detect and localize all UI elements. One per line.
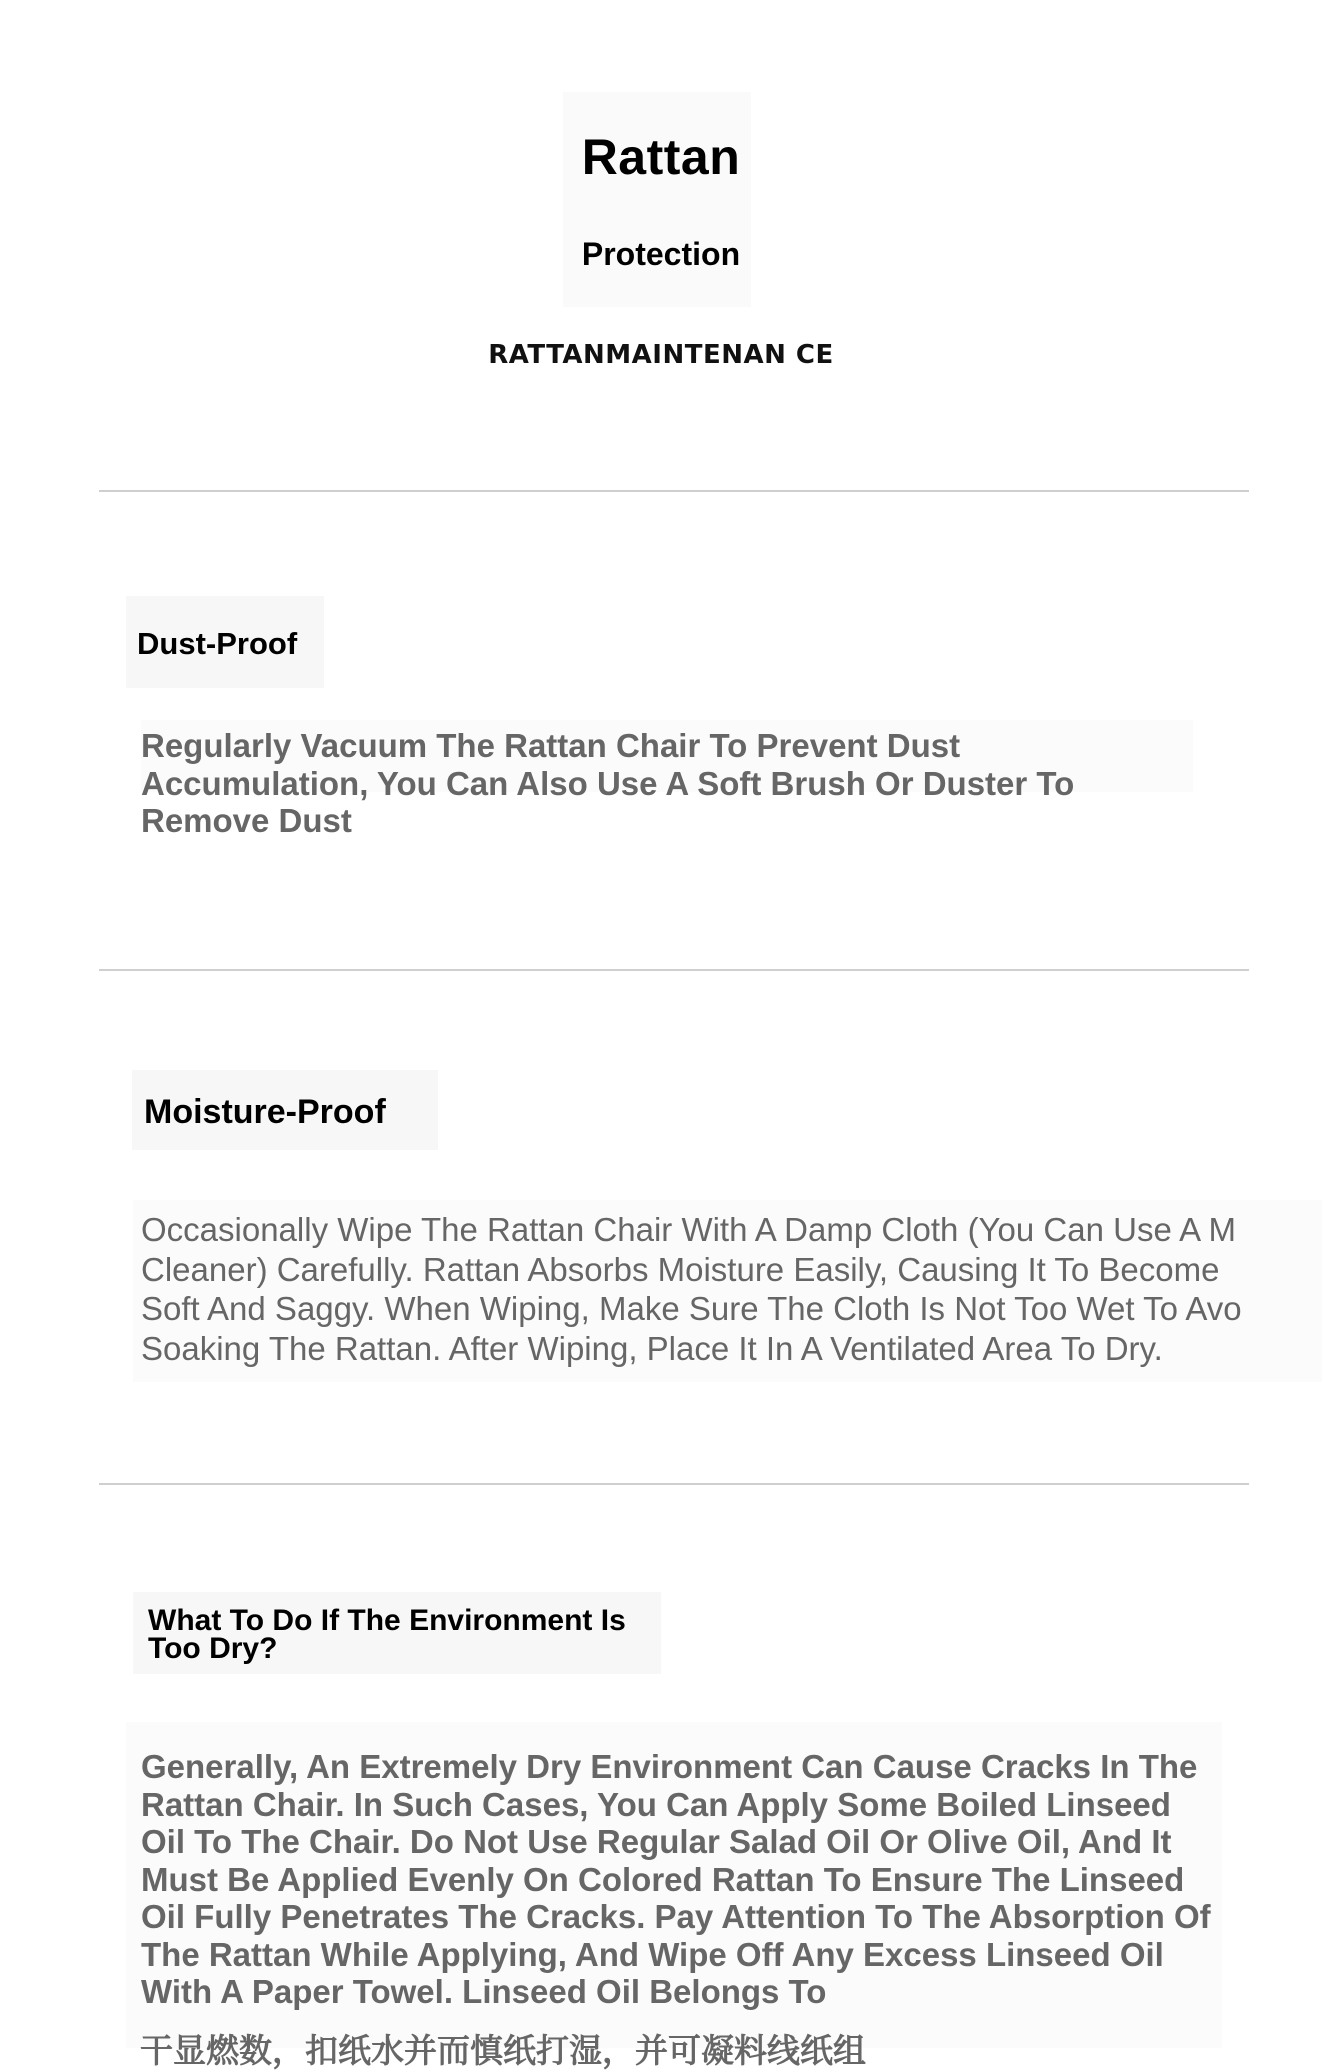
section-body-cut-line: 干显燃数，扣纸水并而慎纸打湿，并可凝料线纸组	[140, 2032, 866, 2069]
section-body-moisture-proof	[141, 1210, 1242, 1368]
section-title-too-dry: What To Do If The Environment Is Too Dry?	[148, 1604, 626, 1665]
body-line: Soaking The Rattan. After Wiping, Place It In A Ventilated Area To Dry.	[141, 1329, 1163, 1367]
page-title: Rattan	[581, 129, 741, 185]
header-background	[563, 92, 751, 307]
page-subtitle: Protection	[581, 236, 741, 272]
page-kicker: RATTANMAINTENAN CE	[488, 340, 834, 370]
body-line: Soft And Saggy. When Wiping, Make Sure The Cloth Is Not Too Wet To Avo	[141, 1290, 1242, 1327]
section-title-moisture-proof: Moisture-Proof	[144, 1093, 386, 1131]
divider	[99, 969, 1249, 971]
section-title-dust-proof: Dust-Proof	[137, 626, 298, 661]
section-body-too-dry: Generally, An Extremely Dry Environment Can Cause Cracks In The Rattan Chair. In Such Cases, You Can Apply Some Boiled Linseed Oil To The Chair. Do Not Use Regular Salad Oil Or Olive Oil, And It Must Be Applied Evenly On Colored Rattan To Ensure The Linseed Oil Fully Penetrates The Cracks. Pay Attention To The Absorption Of The Rattan While Applying, And Wipe Off Any Excess Linseed Oil With A Paper Towel. Linseed Oil Belongs To	[141, 1748, 1211, 2010]
body-line: Occasionally Wipe The Rattan Chair With A Damp Cloth (You Can Use A M	[141, 1211, 1236, 1248]
divider	[99, 490, 1249, 492]
divider	[99, 1483, 1249, 1485]
body-line: Cleaner) Carefully. Rattan Absorbs Moisture Easily, Causing It To Become	[141, 1250, 1220, 1288]
section-body-dust-proof: Regularly Vacuum The Rattan Chair To Prevent Dust Accumulation, You Can Also Use A Soft Brush Or Duster To Remove Dust	[141, 727, 1075, 839]
